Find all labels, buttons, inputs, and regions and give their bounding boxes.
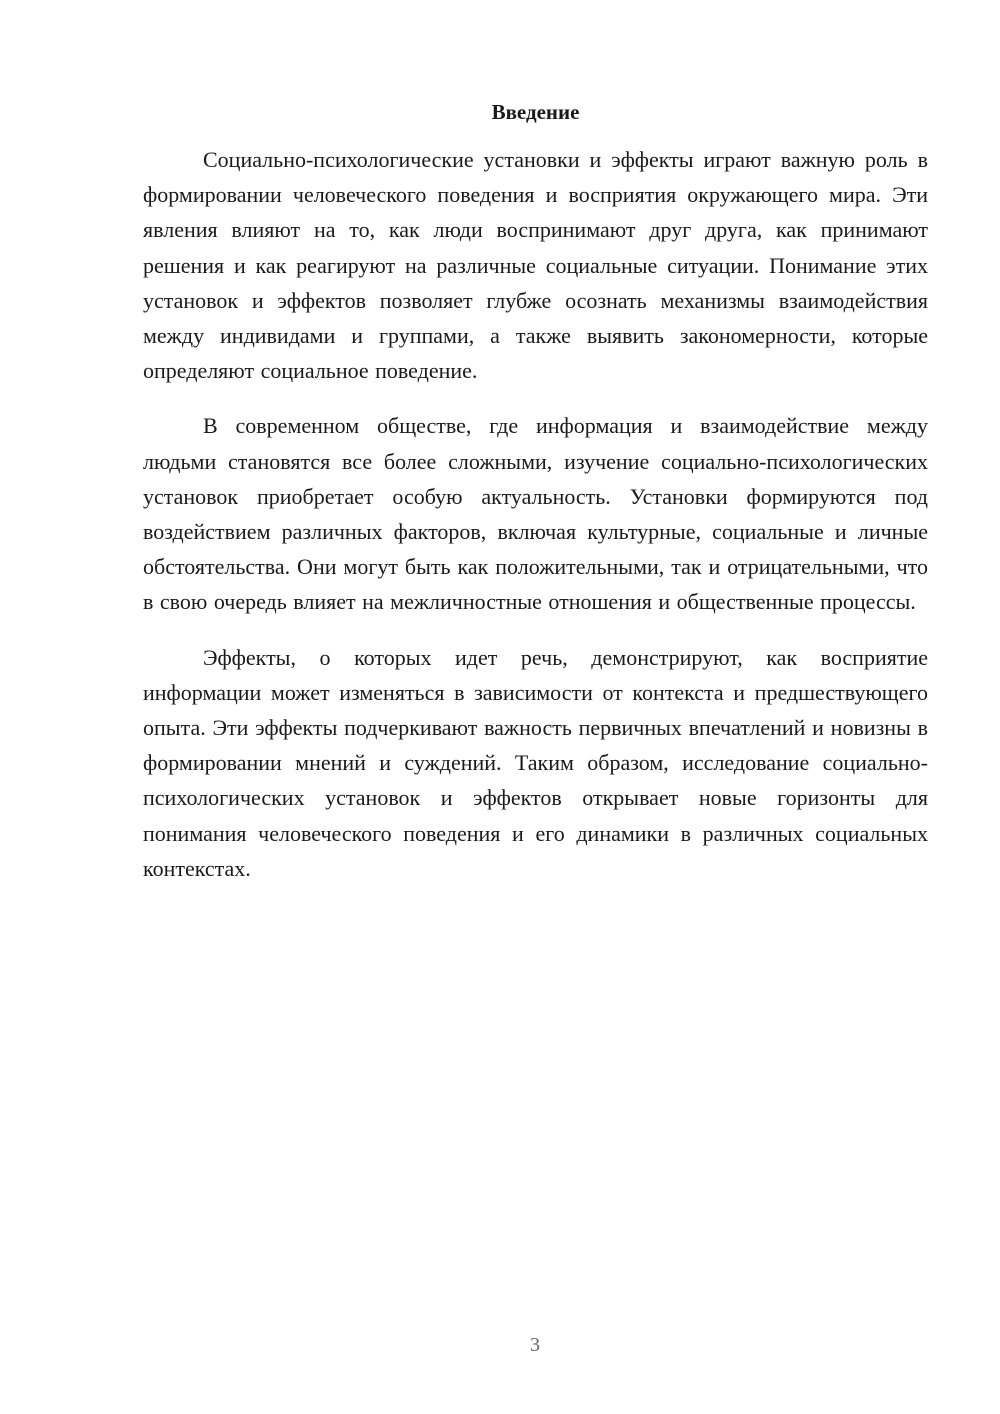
paragraph-3: Эффекты, о которых идет речь, демонстрируют, как восприятие информации может изменяться в зависимости от контекста и предшествующего опыта. Эти эффекты подчеркивают важность первичных впечатлений и новизны в формировании мнений и суждений. Таким образом, исследование социально-психологических установок и эффектов открывает новые горизонты для понимания человеческого поведения и его динамики в различных социальных контекстах. bbox=[143, 644, 928, 881]
page-number: 3 bbox=[530, 1334, 540, 1356]
section-heading: Введение bbox=[491, 100, 580, 124]
body-text bbox=[143, 142, 928, 906]
paragraph-1: Социально-психологические установки и эффекты играют важную роль в формировании человеческого поведения и восприятия окружающего мира. Эти явления влияют на то, как люди воспринимают друг друга, как принимают решения и как реагируют на различные социальные ситуации. Понимание этих установок и эффектов позволяет глубже осознать механизмы взаимодействия между индивидами и группами, а также выявить закономерности, которые определяют социальное поведение. bbox=[143, 147, 928, 384]
paragraph-2: В современном обществе, где информация и взаимодействие между людьми становятся все более сложными, изучение социально-психологических установок приобретает особую актуальность. Установки формируются под воздействием различных факторов, включая культурные, социальные и личные обстоятельства. Они могут быть как положительными, так и отрицательными, что в свою очередь влияет на межличностные отношения и общественные процессы. bbox=[143, 413, 928, 615]
